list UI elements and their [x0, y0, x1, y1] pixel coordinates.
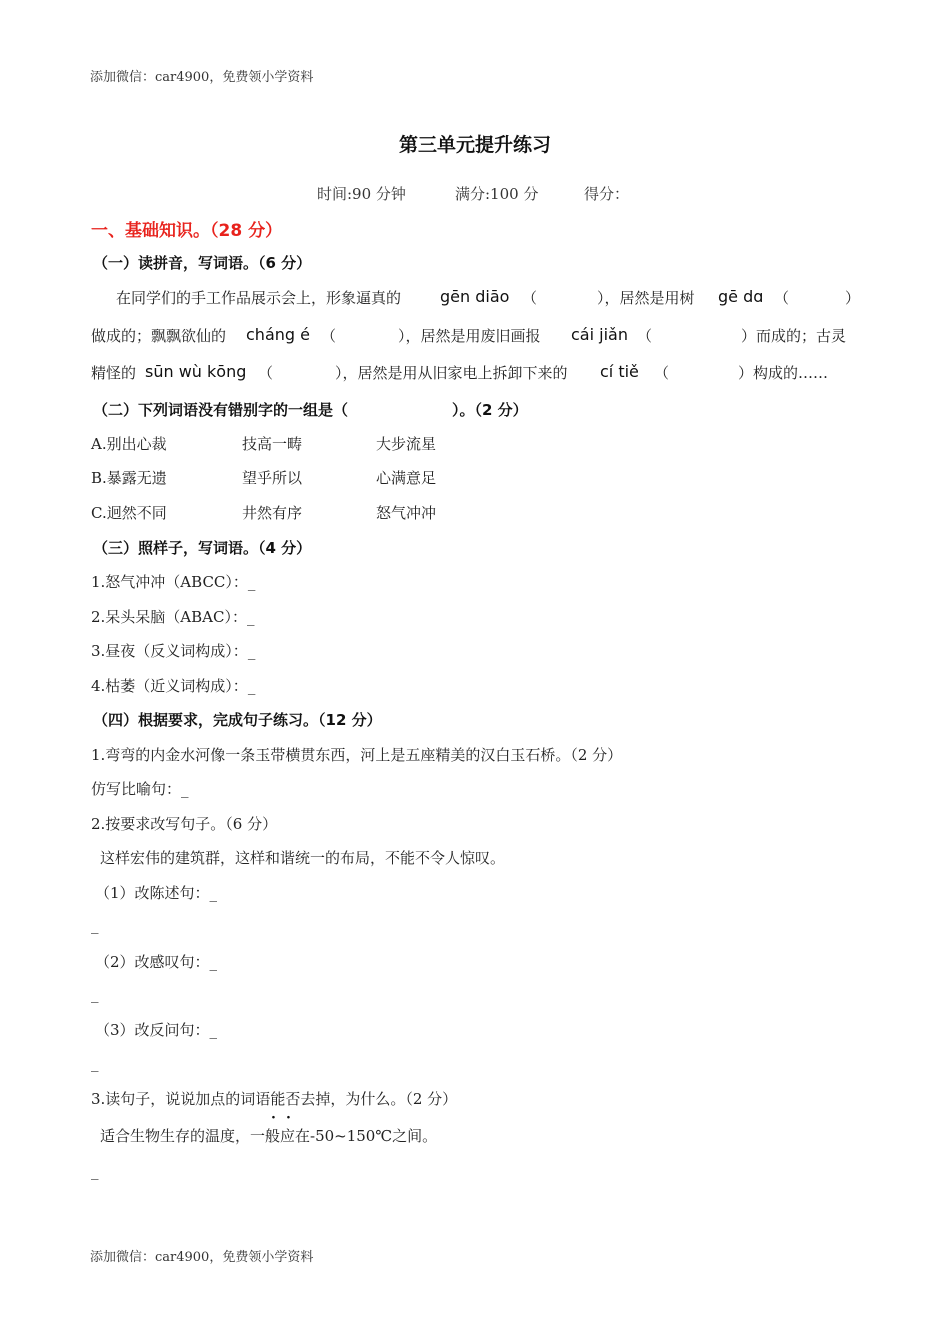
- emphasis-dot: ·: [271, 1110, 276, 1126]
- q1-line3-text-a: 精怪的: [91, 364, 137, 382]
- answer-blank: _: [91, 916, 99, 934]
- q1-heading: （一）读拼音，写词语。（6 分）: [93, 254, 312, 272]
- q1-paren-open: （: [258, 364, 274, 382]
- q2-heading-end: ）。（2 分）: [452, 401, 528, 419]
- page-title: 第三单元提升练习: [398, 134, 551, 156]
- score-info: 得分：: [584, 185, 630, 203]
- answer-blank: _: [91, 985, 99, 1003]
- q2-option-c-word3: 怒气冲冲: [376, 504, 437, 522]
- q4-rewrite-exclamation: （2）改感叹句：_: [95, 953, 218, 971]
- q1-paren-open: （: [321, 327, 337, 345]
- answer-blank: _: [91, 1162, 99, 1180]
- full-score-info: 满分:100 分: [455, 185, 539, 203]
- q1-line2-text-e: ）而成的；古灵: [741, 327, 847, 345]
- q1-line3-text-e: ）构成的……: [738, 364, 829, 382]
- q1-line3-text-c: ），居然是用从旧家电上拆卸下来的: [335, 364, 568, 382]
- q3-item-4: 4.枯萎（近义词构成）：_: [91, 677, 256, 695]
- q4-sentence-1-task: 仿写比喻句：_: [91, 780, 189, 798]
- q3-item-3: 3.昼夜（反义词构成）：_: [91, 642, 256, 660]
- q4-rewrite-statement: （1）改陈述句：_: [95, 884, 218, 902]
- q1-pinyin-4: cái jiǎn: [571, 325, 628, 344]
- q1-line1-text-a: 在同学们的手工作品展示会上，形象逼真的: [116, 289, 402, 307]
- q4-sentence-3: 3.读句子，说说加点的词语能否去掉，为什么。（2 分）: [91, 1090, 458, 1108]
- q1-line1-text-c: ），居然是用树: [597, 289, 695, 307]
- q1-pinyin-6: cí tiě: [600, 362, 639, 381]
- q2-option-b-word2: 望乎所以: [242, 469, 303, 487]
- answer-blank: _: [91, 1054, 99, 1072]
- q1-line2-text-a: 做成的；飘飘欲仙的: [91, 327, 227, 345]
- time-info: 时间:90 分钟: [317, 185, 406, 203]
- q2-option-c-word2: 井然有序: [242, 504, 303, 522]
- q3-item-1: 1.怒气冲冲（ABCC）：_: [91, 573, 256, 591]
- header-note: 添加微信：car4900，免费领小学资料: [90, 70, 314, 85]
- q1-pinyin-2: gē dɑ: [718, 287, 764, 306]
- q1-pinyin-5: sūn wù kōng: [145, 362, 247, 381]
- q1-paren-close: ）: [845, 289, 861, 307]
- q4-rewrite-rhetorical: （3）改反问句：_: [95, 1021, 218, 1039]
- q1-pinyin-3: cháng é: [246, 325, 310, 344]
- q3-item-2: 2.呆头呆脑（ABAC）：_: [91, 608, 255, 626]
- footer-note: 添加微信：car4900，免费领小学资料: [90, 1250, 314, 1265]
- q1-paren-open: （: [637, 327, 653, 345]
- emphasis-dot: ·: [286, 1110, 291, 1126]
- q4-sentence-2-text: 这样宏伟的建筑群，这样和谐统一的布局，不能不令人惊叹。: [100, 849, 506, 867]
- q2-option-c: C.迥然不同: [91, 504, 167, 522]
- q2-option-b: B.暴露无遗: [91, 469, 167, 487]
- q4-sentence-3-text: 适合生物生存的温度，一般应在-50~150℃之间。: [100, 1127, 438, 1145]
- q1-paren-open: （: [522, 289, 538, 307]
- q2-option-a-word3: 大步流星: [376, 435, 437, 453]
- q1-pinyin-1: gēn diāo: [440, 287, 510, 306]
- q4-heading: （四）根据要求，完成句子练习。（12 分）: [93, 711, 382, 729]
- q2-option-a: A.别出心裁: [91, 435, 167, 453]
- q3-heading: （三）照样子，写词语。（4 分）: [93, 539, 312, 557]
- q2-option-a-word2: 技高一畴: [242, 435, 303, 453]
- section-heading: 一、基础知识。（28 分）: [91, 221, 283, 241]
- q4-sentence-2: 2.按要求改写句子。（6 分）: [91, 815, 278, 833]
- q1-paren-open: （: [774, 289, 790, 307]
- q4-sentence-1: 1.弯弯的内金水河像一条玉带横贯东西，河上是五座精美的汉白玉石桥。（2 分）: [91, 746, 623, 764]
- q1-paren-open: （: [654, 364, 670, 382]
- q2-heading: （二）下列词语没有错别字的一组是（: [93, 401, 349, 419]
- q1-line2-text-c: ），居然是用废旧画报: [398, 327, 541, 345]
- q2-option-b-word3: 心满意足: [376, 469, 437, 487]
